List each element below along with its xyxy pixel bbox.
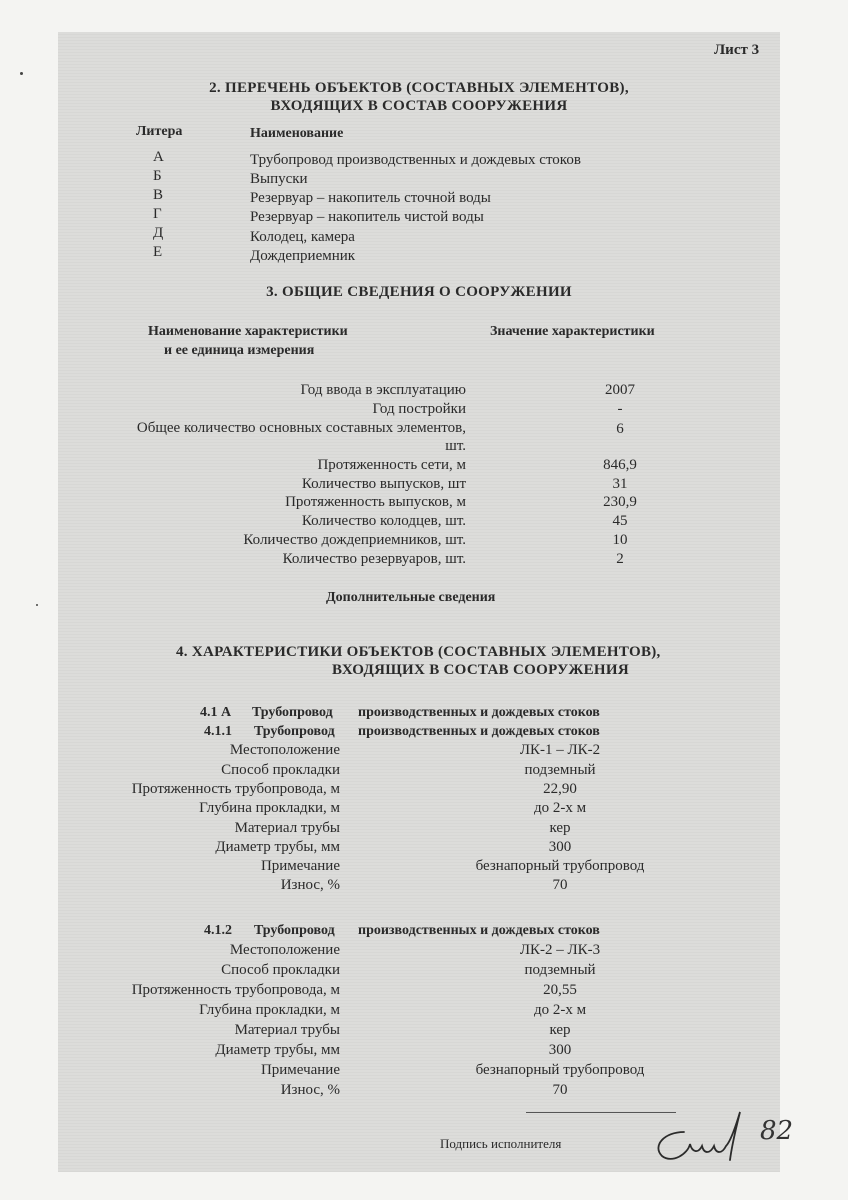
col-header-value: Значение характеристики bbox=[490, 324, 655, 339]
section4-title-line1: 4. ХАРАКТЕРИСТИКИ ОБЪЕКТОВ (СОСТАВНЫХ ЭЛЕМЕНТОВ), bbox=[176, 644, 661, 660]
section2-title-line2: ВХОДЯЩИХ В СОСТАВ СООРУЖЕНИЯ bbox=[270, 98, 568, 114]
col-header-characteristic: Наименование характеристики bbox=[148, 324, 348, 339]
element-value: 300 bbox=[548, 1042, 572, 1058]
object-name-cell: Резервуар – накопитель чистой воды bbox=[250, 209, 484, 225]
sheet-number: Лист 3 bbox=[714, 42, 760, 58]
element-value: подземный bbox=[524, 962, 596, 978]
scanned-page bbox=[58, 32, 780, 1172]
element-label: Местоположение bbox=[229, 942, 340, 958]
characteristic-value: 10 bbox=[612, 532, 628, 548]
characteristic-value: 31 bbox=[612, 476, 628, 492]
element-label: Примечание bbox=[260, 858, 340, 874]
col-header-unit: и ее единица измерения bbox=[164, 343, 315, 358]
section3-title: 3. ОБЩИЕ СВЕДЕНИЯ О СООРУЖЕНИИ bbox=[266, 284, 572, 300]
element-label: Диаметр трубы, мм bbox=[215, 1042, 340, 1058]
object-name-cell: Колодец, камера bbox=[250, 229, 355, 245]
element-value: подземный bbox=[524, 762, 596, 778]
element-value: 20,55 bbox=[543, 982, 577, 998]
object-name-cell: Дождеприемник bbox=[250, 248, 356, 264]
object-name-cell: Выпуски bbox=[250, 171, 308, 187]
characteristic-label: Количество колодцев, шт. bbox=[301, 513, 466, 529]
element-number: 4.1.1 bbox=[204, 724, 232, 739]
characteristic-label: Год ввода в эксплуатацию bbox=[300, 382, 466, 398]
element-value: ЛК-1 – ЛК-2 bbox=[519, 742, 601, 758]
handwritten-page-number: 82 bbox=[760, 1116, 794, 1146]
element-value: безнапорный трубопровод bbox=[475, 1062, 645, 1078]
element-value: 22,90 bbox=[543, 781, 577, 797]
handwritten-signature bbox=[644, 1102, 764, 1166]
element-desc: производственных и дождевых стоков bbox=[358, 724, 600, 739]
litera-cell: Д bbox=[153, 225, 164, 241]
subsection-a-number: 4.1 А bbox=[200, 705, 232, 720]
element-value: ЛК-2 – ЛК-3 bbox=[519, 942, 601, 958]
element-name: Трубопровод bbox=[254, 923, 335, 938]
element-label: Материал трубы bbox=[234, 1022, 340, 1038]
element-label: Способ прокладки bbox=[221, 762, 340, 778]
characteristic-label: Общее количество основных составных элементов, bbox=[136, 420, 466, 436]
characteristic-value: 6 bbox=[616, 421, 624, 437]
characteristic-value: 230,9 bbox=[603, 494, 637, 510]
litera-cell: Б bbox=[153, 168, 162, 184]
element-label: Материал трубы bbox=[234, 820, 340, 836]
characteristic-value: 45 bbox=[612, 513, 628, 529]
litera-cell: Е bbox=[153, 244, 163, 260]
element-number: 4.1.2 bbox=[204, 923, 232, 938]
element-name: Трубопровод bbox=[254, 724, 335, 739]
characteristic-label: Количество резервуаров, шт. bbox=[282, 551, 466, 567]
characteristic-value: - bbox=[617, 401, 623, 417]
element-value: кер bbox=[549, 820, 571, 836]
additional-info-heading: Дополнительные сведения bbox=[326, 590, 496, 605]
characteristic-label: Год постройки bbox=[372, 401, 466, 417]
subsection-a-name: Трубопровод bbox=[252, 705, 333, 720]
element-value: 70 bbox=[552, 877, 568, 893]
element-value: кер bbox=[549, 1022, 571, 1038]
element-label: Глубина прокладки, м bbox=[199, 800, 340, 816]
section2-title-line1: 2. ПЕРЕЧЕНЬ ОБЪЕКТОВ (СОСТАВНЫХ ЭЛЕМЕНТОВ), bbox=[209, 80, 629, 96]
element-value: до 2-х м bbox=[533, 800, 587, 816]
object-name-cell: Трубопровод производственных и дождевых стоков bbox=[250, 152, 581, 168]
characteristic-value: 2 bbox=[616, 551, 624, 567]
characteristic-label: Протяженность сети, м bbox=[317, 457, 466, 473]
litera-cell: В bbox=[153, 187, 164, 203]
scan-speck bbox=[36, 604, 38, 606]
characteristic-value: 2007 bbox=[605, 382, 635, 398]
signature-label: Подпись исполнителя bbox=[440, 1136, 562, 1151]
litera-cell: Г bbox=[153, 206, 162, 222]
element-label: Протяженность трубопровода, м bbox=[131, 982, 340, 998]
element-value: безнапорный трубопровод bbox=[475, 858, 645, 874]
element-label: Примечание bbox=[260, 1062, 340, 1078]
element-label: Способ прокладки bbox=[221, 962, 340, 978]
element-label: Износ, % bbox=[280, 877, 340, 893]
characteristic-label: Количество дождеприемников, шт. bbox=[243, 532, 466, 548]
scan-speck bbox=[20, 72, 23, 75]
element-label: Глубина прокладки, м bbox=[199, 1002, 340, 1018]
element-value: до 2-х м bbox=[533, 1002, 587, 1018]
object-name-cell: Резервуар – накопитель сточной воды bbox=[250, 190, 491, 206]
characteristic-label: Количество выпусков, шт bbox=[301, 476, 466, 492]
section4-title-line2: ВХОДЯЩИХ В СОСТАВ СООРУЖЕНИЯ bbox=[332, 662, 629, 678]
element-value: 300 bbox=[548, 839, 572, 855]
element-desc: производственных и дождевых стоков bbox=[358, 923, 600, 938]
element-label: Износ, % bbox=[280, 1082, 340, 1098]
characteristic-label: Протяженность выпусков, м bbox=[285, 494, 466, 510]
element-label: Протяженность трубопровода, м bbox=[131, 781, 340, 797]
characteristic-value: 846,9 bbox=[603, 457, 637, 473]
characteristic-label-unit: шт. bbox=[445, 438, 466, 454]
subsection-a-desc: производственных и дождевых стоков bbox=[358, 705, 600, 720]
col-header-name: Наименование bbox=[250, 126, 344, 141]
element-label: Диаметр трубы, мм bbox=[215, 839, 340, 855]
element-label: Местоположение bbox=[229, 742, 340, 758]
element-value: 70 bbox=[552, 1082, 568, 1098]
litera-cell: А bbox=[153, 149, 164, 165]
col-header-litera: Литера bbox=[136, 124, 183, 139]
